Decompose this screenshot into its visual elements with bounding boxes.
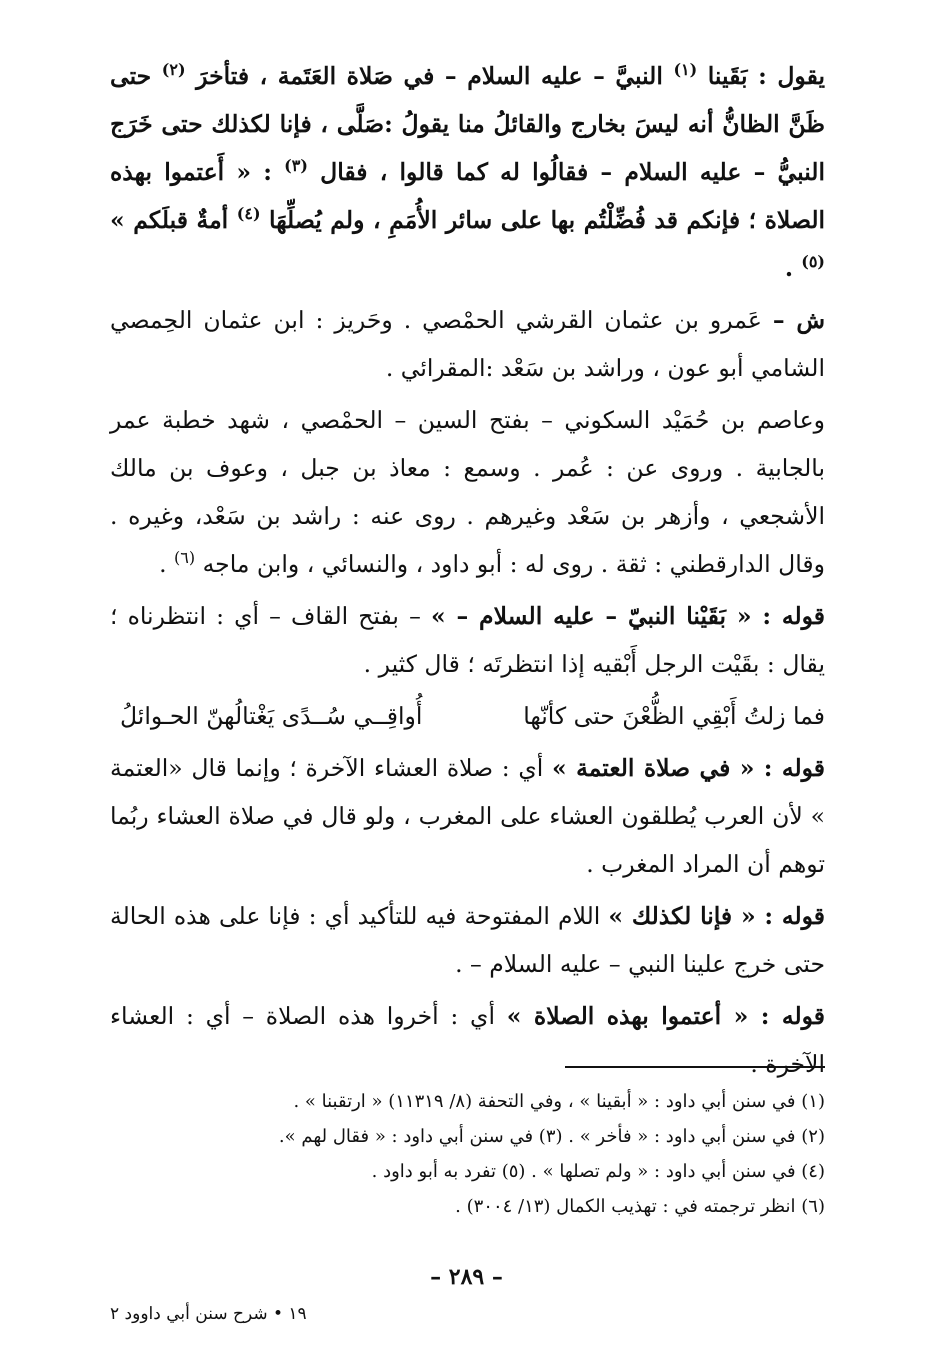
footnotes bbox=[110, 1084, 825, 1224]
paragraph bbox=[110, 52, 825, 292]
hadith-text bbox=[110, 52, 825, 292]
text-run: – بفتح القاف – أي : انتظرناه ؛ يقال : بقَيْت الرجل أَبْقيه إذا انتظرتَه ؛ قال كثير . bbox=[110, 602, 825, 678]
book-signature: ١٩ • شرح سنن أبي داوود ٢ bbox=[110, 1304, 307, 1324]
text-run: اللام المفتوحة فيه للتأكيد أي : فإنا على هذه الحالة حتى خرج علينا النبي – عليه السلام – . bbox=[110, 902, 825, 978]
page-number: – ٢٨٩ – bbox=[430, 1264, 503, 1290]
footnote-marker: (٢) bbox=[161, 60, 186, 80]
paragraph bbox=[110, 296, 825, 392]
paragraph bbox=[110, 396, 825, 588]
paragraph bbox=[110, 892, 825, 988]
text-run: . bbox=[784, 254, 802, 282]
footnote-marker: (٣) bbox=[284, 156, 308, 176]
text-run: عَمرو بن عثمان القرشي الحمْصي . وحَريز : ابن عثمان الحِمصي الشامي أبو عون ، وراشد بن سَعْد :المقرائي . bbox=[110, 306, 825, 382]
main-text bbox=[110, 52, 825, 1092]
text-run: حتى ظَنَّ الظانُّ أنه ليسَ بخارج والقائلُ منا يقولُ :صَلَّى ، فإنا لكذلك حتى خَرَج النبيُّ – عليه السلام – فقالُوا له كما قالوا ، فقال bbox=[110, 62, 825, 186]
poetry-verse bbox=[110, 692, 825, 740]
text-run: أمةٌ قبلَكم » bbox=[110, 206, 237, 234]
footnote: (٢) في سنن أبي داود : « فأخر » . (٣) في سنن أبي داود : « فقال لهم ». bbox=[278, 1126, 825, 1147]
footnote: (٤) في سنن أبي داود : « ولم تصلها » . (٥) تفرد به أبو داود . bbox=[371, 1161, 825, 1182]
lemma-heading: قوله : « فإنا لكذلك » bbox=[608, 902, 826, 930]
text-run: يقول : بَقَينا bbox=[697, 62, 825, 90]
lemma-heading: ش – bbox=[772, 306, 826, 334]
lemma-heading: قوله : « في صلاة العتمة » bbox=[552, 754, 826, 782]
verse-second-hemistich: أُواقِــي سُــدًى يَغْتالُهنّ الحـوائلُ bbox=[120, 702, 423, 730]
paragraph bbox=[110, 744, 825, 888]
commentary-after-verse bbox=[110, 744, 825, 1088]
text-run: أي : أخروا هذه الصلاة – أي : العشاء الآخرة . bbox=[110, 1002, 825, 1078]
footnote-marker: (٥) bbox=[801, 252, 825, 272]
text-run: النبيَّ – عليه السلام – في صَلاة العَتَمة ، فتأخرَ bbox=[185, 62, 674, 90]
footnote-marker: (٤) bbox=[236, 204, 261, 224]
text-run: : « أَعتموا بهذه الصلاة ؛ فإنكم قد فُضِّلْتُم بها على سائر الأُمَمِ ، ولم يُصلِّهَا bbox=[110, 158, 826, 234]
commentary-before-verse bbox=[110, 296, 825, 688]
footnote-marker: (٦) bbox=[174, 548, 196, 568]
text-run: . bbox=[159, 550, 175, 578]
footnote-divider bbox=[565, 1066, 825, 1068]
text-run: أي : صلاة العشاء الآخرة ؛ وإنما قال «العتمة » لأن العرب يُطلقون العشاء على المغرب ، ولو قال في صلاة العشاء ربُما توهم أن المراد المغرب . bbox=[110, 754, 825, 878]
text-run: وعاصم بن حُمَيْد السكوني – بفتح السين – الحمْصي ، شهد خطبة عمر بالجابية . وروى عن : عُمر . وسمع : معاذ بن جبل ، وعوف بن مالك الأشجعي ، وأزهر بن سَعْد وغيرهم . روى عنه : راشد بن سَعْد، وغيره . وقال الدارقطني : ثقة . روى له : أبو داود ، والنسائي ، وابن ماجه bbox=[110, 406, 825, 578]
lemma-heading: قوله : « بَقَيْنا النبيّ – عليه السلام – » bbox=[430, 602, 825, 630]
paragraph bbox=[110, 992, 825, 1088]
footnote: (١) في سنن أبي داود : « أبقينا » ، وفي التحفة (٨/ ١١٣١٩) « ارتقبنا » . bbox=[293, 1091, 825, 1112]
footnote: (٦) انظر ترجمته في : تهذيب الكمال (١٣/ ٣٠٠٤) . bbox=[455, 1196, 825, 1217]
lemma-heading: قوله : « أعتموا بهذه الصلاة » bbox=[506, 1002, 826, 1030]
verse-first-hemistich: فما زلتُ أَبْقِي الظُّعْنَ حتى كأنّها bbox=[523, 702, 825, 730]
paragraph bbox=[110, 592, 825, 688]
footnote-marker: (١) bbox=[673, 60, 698, 80]
